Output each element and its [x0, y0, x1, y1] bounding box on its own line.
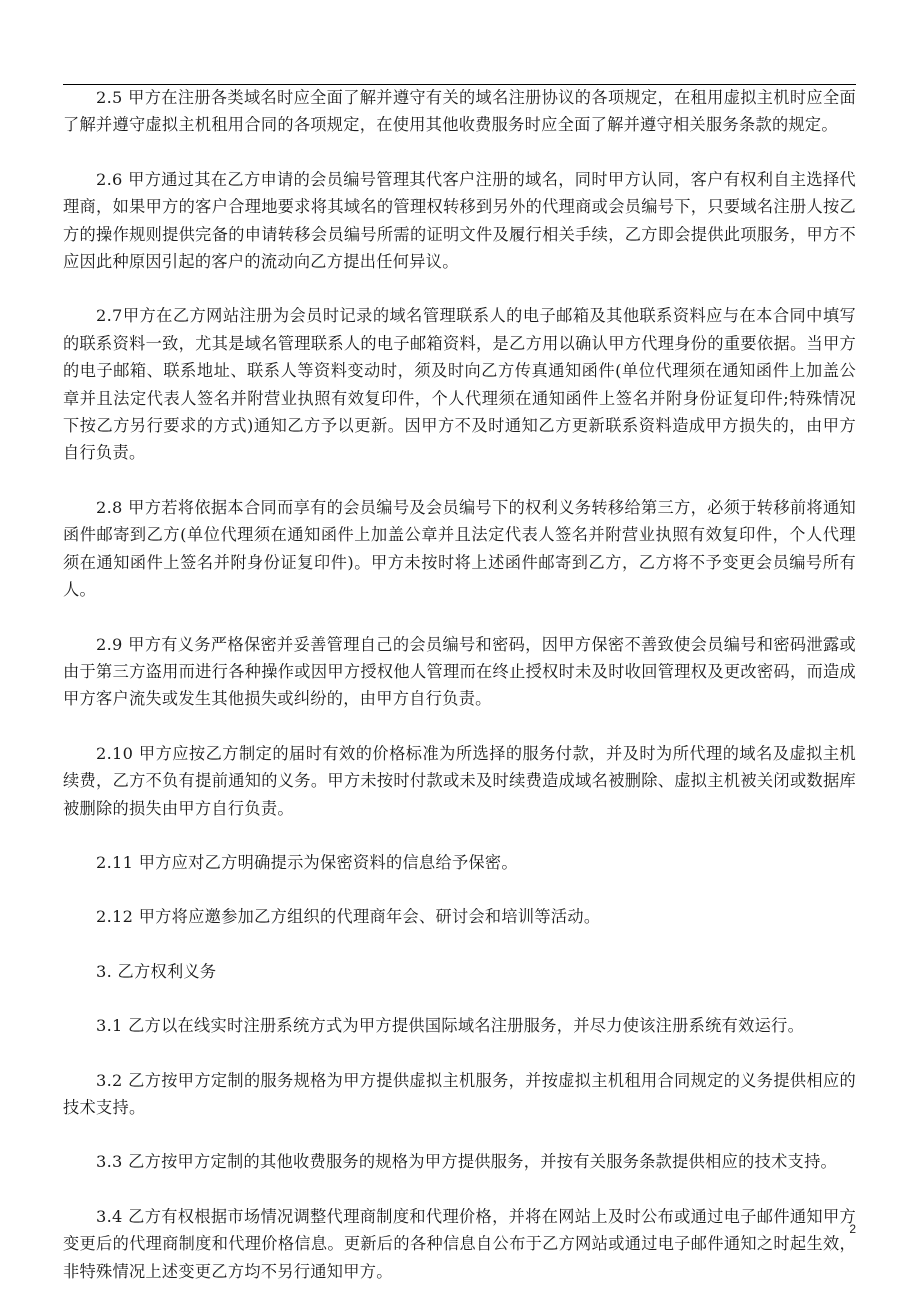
- section-3-heading: 3. 乙方权利义务: [96, 961, 217, 981]
- clause-2-10: 2.10 甲方应按乙方制定的届时有效的价格标准为所选择的服务付款，并及时为所代理的域名及虚拟主机续费，乙方不负有提前通知的义务。甲方未按时付款或未及时续费造成域名被删除、虚拟主机被关闭或数据库被删除的损失由甲方自行负责。: [63, 743, 856, 818]
- page-number: 2: [849, 1222, 856, 1236]
- clause-3-4: 3.4 乙方有权根据市场情况调整代理商制度和代理价格，并将在网站上及时公布或通过电子邮件通知甲方变更后的代理商制度和代理价格信息。更新后的各种信息自公布于乙方网站或通过电子邮件通知之时起生效，非特殊情况上述变更乙方均不另行通知甲方。: [63, 1206, 856, 1281]
- clause-2-6: 2.6 甲方通过其在乙方申请的会员编号管理其代客户注册的域名，同时甲方认同，客户有权利自主选择代理商，如果甲方的客户合理地要求将其域名的管理权转移到另外的代理商或会员编号下，只要域名注册人按乙方的操作规则提供完备的申请转移会员编号所需的证明文件及履行相关手续，乙方即会提供此项服务，甲方不应因此种原因引起的客户的流动向乙方提出任何异议。: [63, 169, 856, 272]
- clause-2-8: 2.8 甲方若将依据本合同而享有的会员编号及会员编号下的权利义务转移给第三方，必须于转移前将通知函件邮寄到乙方(单位代理须在通知函件上加盖公章并且法定代表人签名并附营业执照有效复印件，个人代理须在通知函件上签名并附身份证复印件)。甲方未按时将上述函件邮寄到乙方，乙方将不予变更会员编号所有人。: [63, 497, 856, 600]
- clause-3-3: 3.3 乙方按甲方定制的其他收费服务的规格为甲方提供服务，并按有关服务条款提供相应的技术支持。: [96, 1152, 838, 1172]
- clause-2-11: 2.11 甲方应对乙方明确提示为保密资料的信息给予保密。: [96, 852, 518, 872]
- clause-2-12: 2.12 甲方将应邀参加乙方组织的代理商年会、研讨会和培训等活动。: [96, 907, 601, 927]
- clause-3-1: 3.1 乙方以在线实时注册系统方式为甲方提供国际域名注册服务，并尽力使该注册系统有效运行。: [96, 1016, 805, 1036]
- clause-2-9: 2.9 甲方有义务严格保密并妥善管理自己的会员编号和密码，因甲方保密不善致使会员编号和密码泄露或由于第三方盗用而进行各种操作或因甲方授权他人管理而在终止授权时未及时收回管理权及更改密码，而造成甲方客户流失或发生其他损失或纠纷的，由甲方自行负责。: [63, 634, 856, 709]
- clause-3-2: 3.2 乙方按甲方定制的服务规格为甲方提供虚拟主机服务，并按虚拟主机租用合同规定的义务提供相应的技术支持。: [63, 1070, 856, 1117]
- clause-2-7: 2.7甲方在乙方网站注册为会员时记录的域名管理联系人的电子邮箱及其他联系资料应与在本合同中填写的联系资料一致，尤其是域名管理联系人的电子邮箱资料，是乙方用以确认甲方代理身份的重要依据。当甲方的电子邮箱、联系地址、联系人等资料变动时，须及时向乙方传真通知函件(单位代理须在通知函件上加盖公章并且法定代表人签名并附营业执照有效复印件，个人代理须在通知函件上签名并附身份证复印件;特殊情况下按乙方另行要求的方式)通知乙方予以更新。因甲方不及时通知乙方更新联系资料造成甲方损失的，由甲方自行负责。: [63, 306, 856, 463]
- document-body: [63, 84, 856, 1285]
- clause-2-5: 2.5 甲方在注册各类域名时应全面了解并遵守有关的域名注册协议的各项规定，在租用虚拟主机时应全面了解并遵守虚拟主机租用合同的各项规定，在使用其他收费服务时应全面了解并遵守相关服务条款的规定。: [63, 88, 856, 135]
